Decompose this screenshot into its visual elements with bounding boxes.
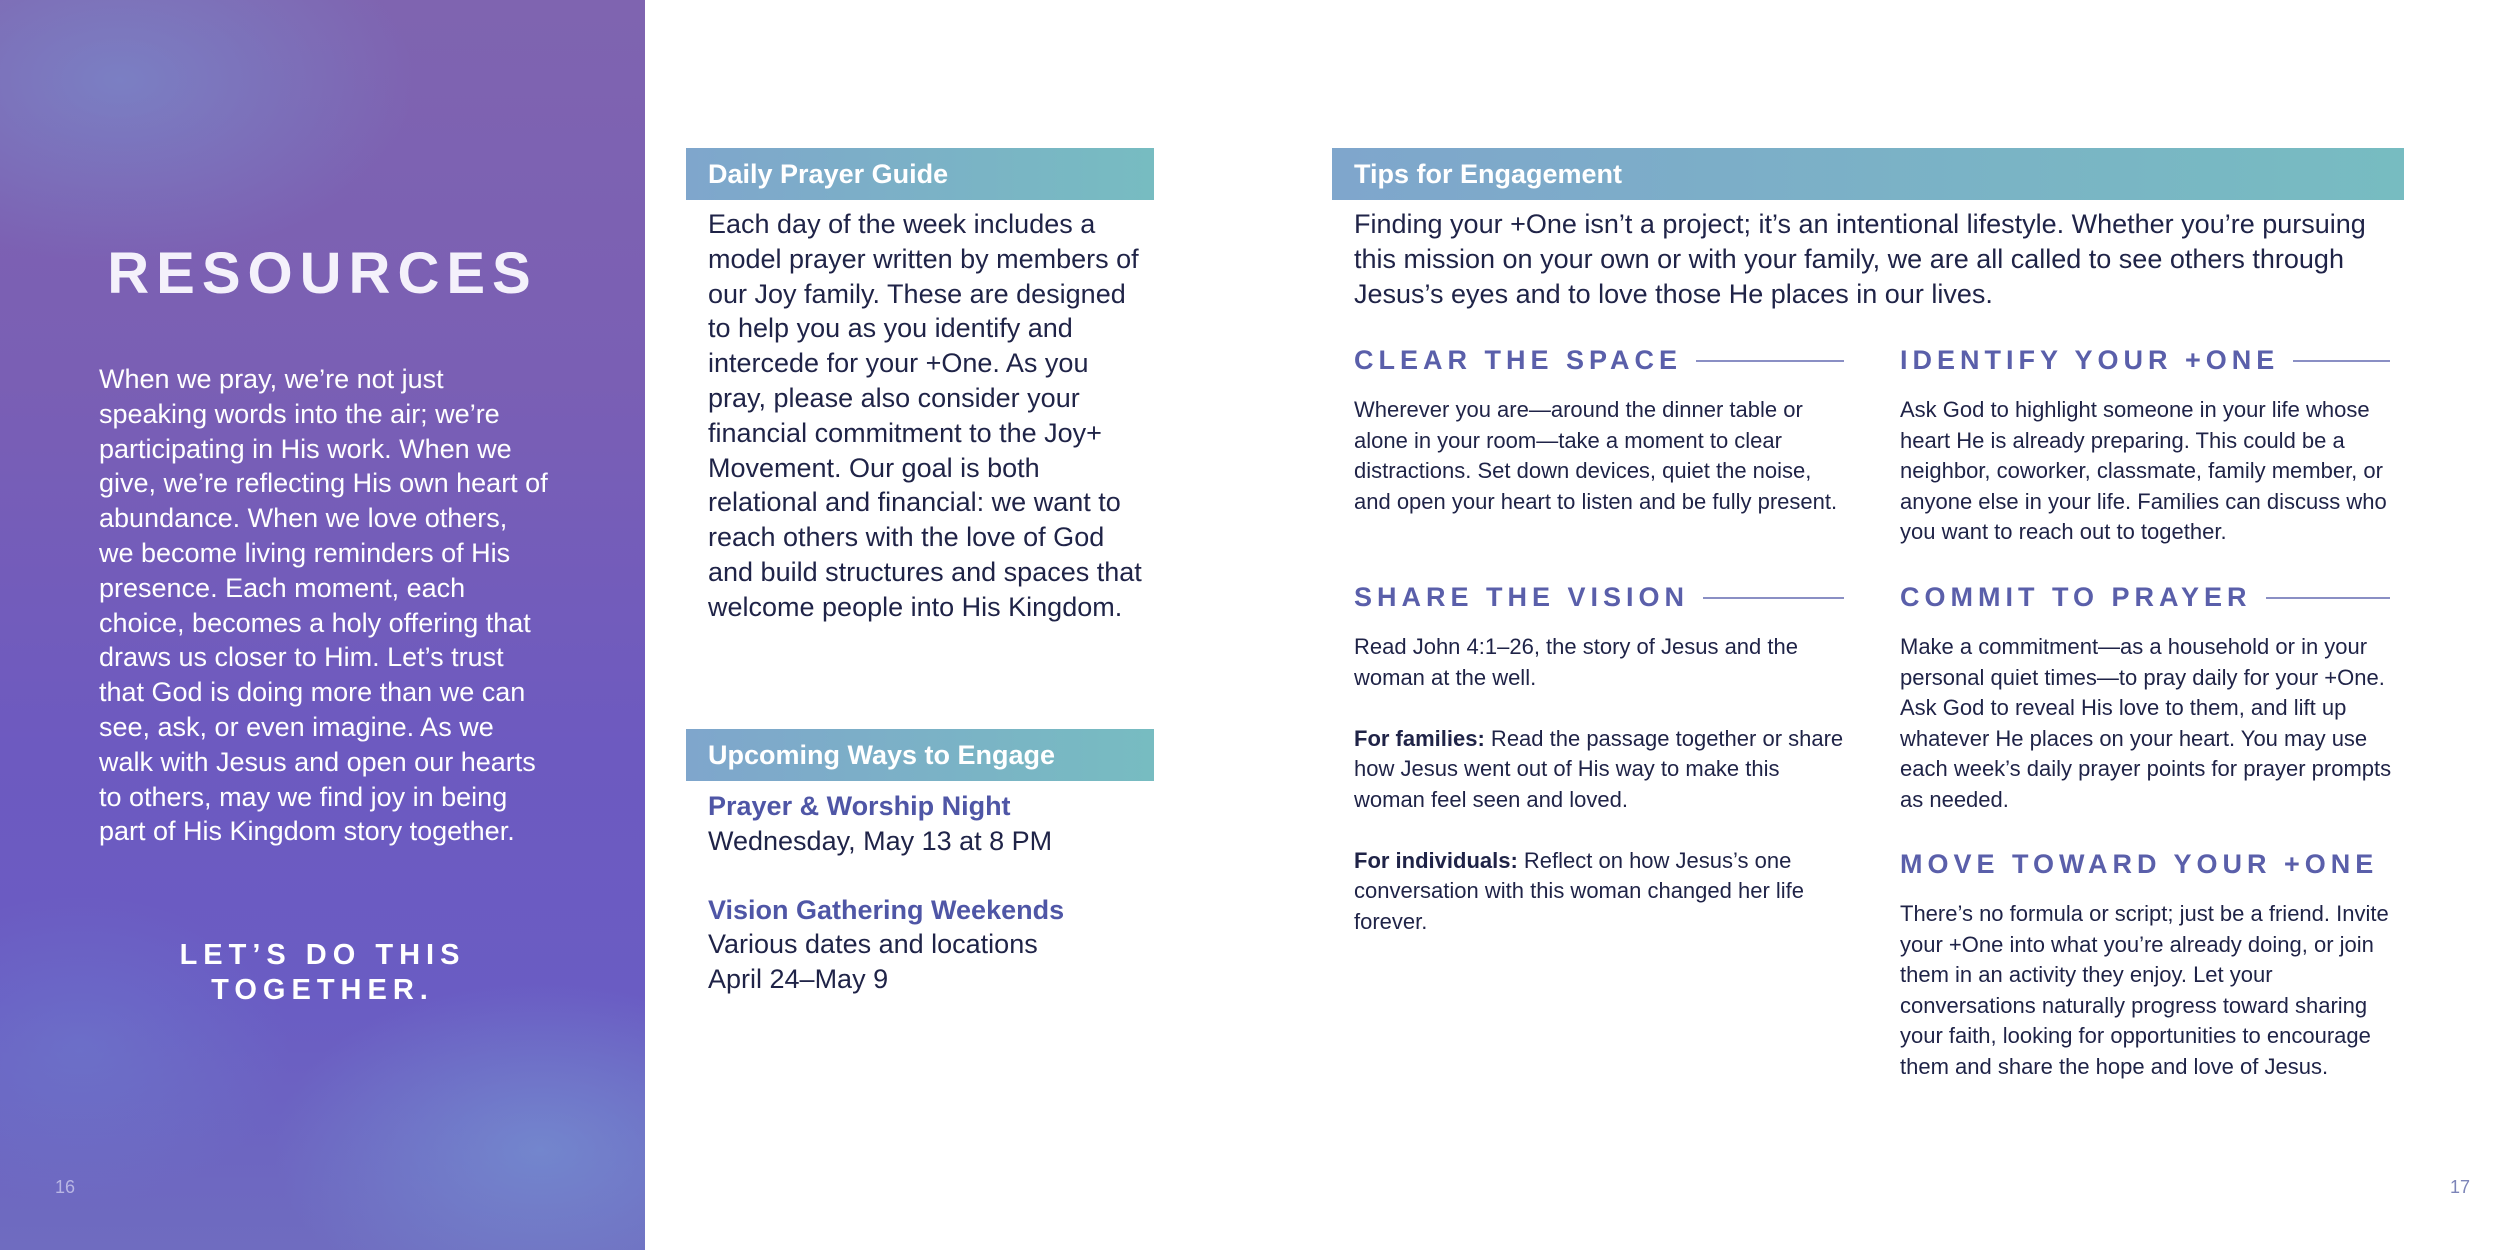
share-vision-intro: Read John 4:1–26, the story of Jesus and the woman at the well. xyxy=(1354,634,1798,690)
move-toward-heading xyxy=(1900,849,2390,880)
clear-space-body: Wherever you are—around the dinner table or alone in your room—take a moment to clear distractions. Set down devices, quiet the noise, and open your heart to listen and be fully present. xyxy=(1354,397,1838,514)
cta-line-1: LET’S DO THIS xyxy=(179,939,466,971)
share-vision-title: SHARE THE VISION xyxy=(1354,582,1690,612)
move-toward-title: MOVE TOWARD YOUR +ONE xyxy=(1900,849,2379,879)
clear-space-heading xyxy=(1354,345,1844,376)
upcoming-events xyxy=(708,789,1148,996)
resources-intro: When we pray, we’re not just speaking words into the air; we’re participating in His work. When we give, we’re reflecting His own heart of abundance. When we love others, we become living reminders of His presence. Each moment, each choice, becomes a holy offering that draws us closer to Him. Let’s trust that God is doing more than we can see, ask, or even imagine. As we walk with Jesus and open our hearts to others, may we find joy in being part of His Kingdom story together. xyxy=(99,364,548,847)
commit-title: COMMIT TO PRAYER xyxy=(1900,582,2252,612)
event-detail: April 24–May 9 xyxy=(708,963,889,994)
tips-heading: Tips for Engagement xyxy=(1332,148,2404,200)
tips-intro: Finding your +One isn’t a project; it’s an intentional lifestyle. Whether you’re pursuing this mission on your own or with your family, we are all called to see others through Jesus’s eyes and to love those He places in our lives. xyxy=(1354,209,2366,309)
heading-rule xyxy=(2266,597,2390,599)
move-toward-body: There’s no formula or script; just be a friend. Invite your +One into what you’re already doing, or join them in an activity they enjoy. Let your conversations naturally progress toward sharing your faith, looking for opportunities to encourage them and share the hope and love of Jesus. xyxy=(1900,901,2389,1079)
heading-rule xyxy=(2293,360,2390,362)
identify-body: Ask God to highlight someone in your life whose heart He is already preparing. This could be a neighbor, coworker, classmate, family member, or anyone else in your life. Families can discuss who you want to reach out to together. xyxy=(1900,397,2387,544)
event-item xyxy=(708,789,1148,858)
prayer-guide-heading: Daily Prayer Guide xyxy=(686,148,1154,200)
resources-title: RESOURCES xyxy=(107,241,538,306)
identify-title: IDENTIFY YOUR +ONE xyxy=(1900,345,2280,375)
heading-rule xyxy=(1703,597,1844,599)
call-to-action xyxy=(0,938,645,1008)
share-vision-heading xyxy=(1354,582,1844,613)
event-item xyxy=(708,893,1148,997)
commit-body: Make a commitment—as a household or in your personal quiet times—to pray daily for your +One. Ask God to reveal His love to them, and lift up whatever He places on your heart. You may use each week’s daily prayer points for prayer prompts as needed. xyxy=(1900,634,2392,812)
page-number-left: 16 xyxy=(55,1177,76,1197)
event-detail: Wednesday, May 13 at 8 PM xyxy=(708,825,1053,856)
share-vision-body xyxy=(1354,632,1854,937)
page-number-right: 17 xyxy=(2449,1177,2470,1197)
cta-line-2: TOGETHER. xyxy=(211,974,434,1006)
families-label: For families: xyxy=(1354,725,1485,751)
event-title: Prayer & Worship Night xyxy=(708,791,1011,821)
identify-heading xyxy=(1900,345,2390,376)
event-detail: Various dates and locations xyxy=(708,929,1038,959)
families-text: Read the passage together or share how Jesus went out of His way to make this woman feel seen and loved. xyxy=(1354,725,1844,812)
individuals-paragraph xyxy=(1354,846,1854,938)
clear-space-title: CLEAR THE SPACE xyxy=(1354,345,1683,375)
prayer-guide-body: Each day of the week includes a model prayer written by members of our Joy family. These are designed to help you as you identify and intercede for your +One. As you pray, please also consider your financial commitment to the Joy+ Movement. Our goal is both relational and financial: we want to reach others with the love of God and build structures and spaces that welcome people into His Kingdom. xyxy=(708,209,1142,622)
heading-rule xyxy=(1696,360,1844,362)
resources-panel xyxy=(0,0,645,1250)
families-paragraph xyxy=(1354,724,1854,816)
upcoming-heading: Upcoming Ways to Engage xyxy=(686,729,1154,781)
event-title: Vision Gathering Weekends xyxy=(708,894,1065,925)
individuals-text: Reflect on how Jesus’s one conversation with this woman changed her life forever. xyxy=(1354,847,1805,934)
individuals-label: For individuals: xyxy=(1354,847,1518,873)
commit-heading xyxy=(1900,582,2390,613)
